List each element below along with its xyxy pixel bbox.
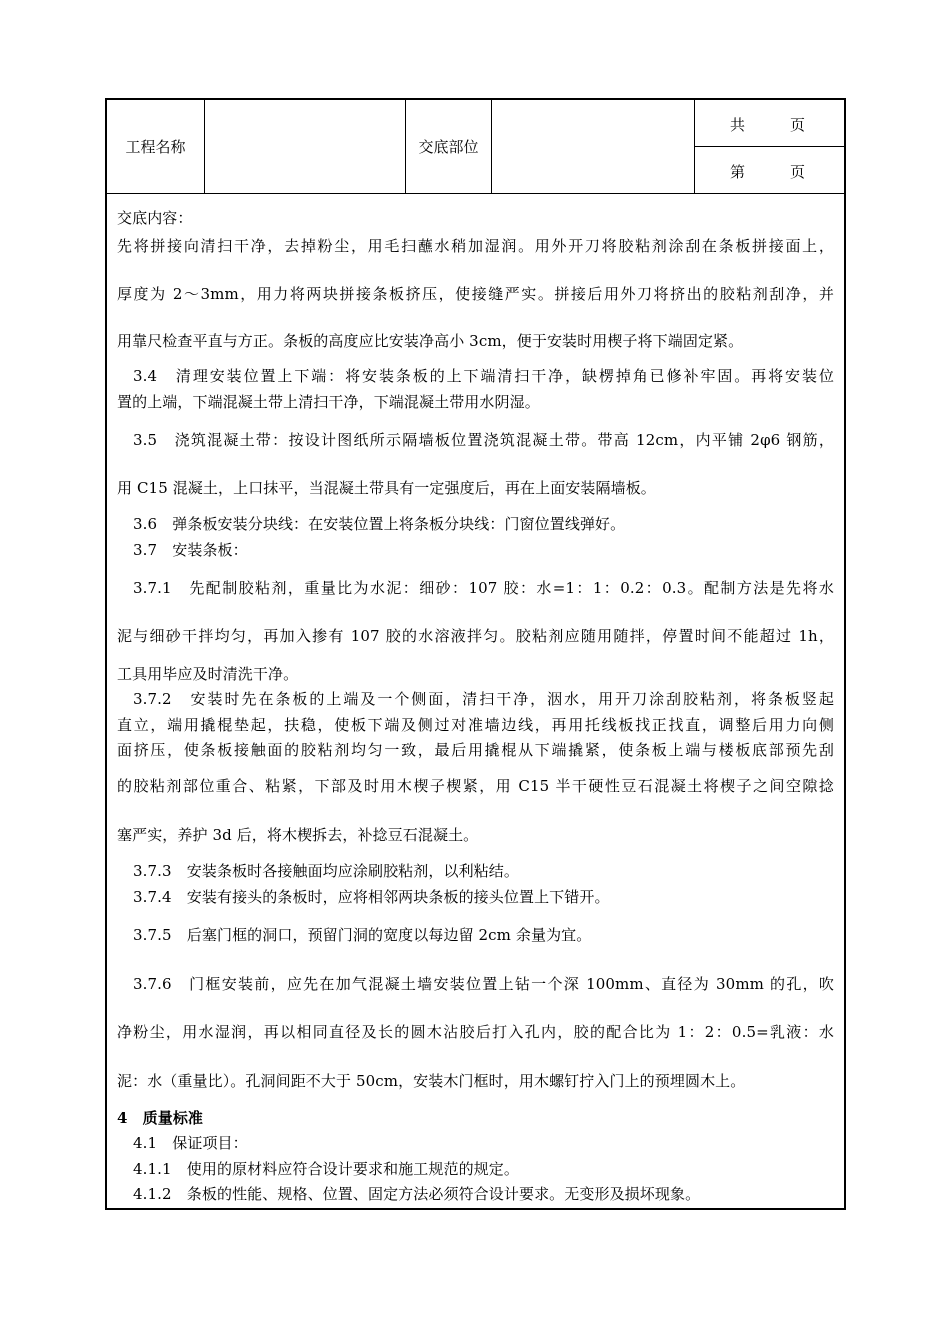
content-line: 的胶粘剂部位重合、粘紧，下部及时用木楔子楔紧，用 C15 半干硬性豆石混凝土将楔子之间空隙捻 — [117, 777, 834, 795]
content-line: 塞严实，养护 3d 后，将木楔拆去，补捻豆石混凝土。 — [117, 826, 479, 844]
content-line: 4.1 保证项目： — [133, 1134, 248, 1152]
handover-sheet — [105, 98, 846, 1210]
content-title: 交底内容： — [117, 209, 193, 227]
content-line: 工具用毕应及时清洗干净。 — [117, 665, 299, 683]
content-line: 泥：水（重量比）。孔洞间距不大于 50cm，安装木门框时，用木螺钉拧入门上的预埋圆木上。 — [117, 1072, 746, 1090]
total-pages: 共 页 — [730, 116, 806, 134]
project-name-value — [205, 100, 405, 193]
content-line: 先将拼接向清扫干净，去掉粉尘，用毛扫蘸水稍加湿润。用外开刀将胶粘剂涂刮在条板拼接面上， — [117, 237, 834, 255]
handover-part-value — [492, 100, 694, 193]
handover-part-label: 交底部位 — [418, 138, 479, 156]
content-line: 3.7.4 安装有接头的条板时，应将相邻两块条板的接头位置上下错开。 — [133, 888, 610, 906]
content-line: 3.7.5 后塞门框的洞口，预留门洞的宽度以每边留 2cm 余量为宜。 — [133, 926, 592, 944]
content-line: 4.1.1 使用的原材料应符合设计要求和施工规范的规定。 — [133, 1160, 519, 1178]
content-line: 3.7 安装条板： — [133, 541, 248, 559]
page-number: 第 页 — [730, 163, 806, 181]
content-line: 3.7.2 安装时先在条板的上端及一个侧面，清扫干净，洇水，用开刀涂刮胶粘剂，将条板竖起 — [133, 690, 834, 708]
content-line: 3.6 弹条板安装分块线：在安装位置上将条板分块线：门窗位置线弹好。 — [133, 515, 626, 533]
content-line: 3.5 浇筑混凝土带：按设计图纸所示隔墙板位置浇筑混凝土带。带高 12cm，内平铺 2φ6 钢筋， — [133, 431, 834, 449]
content-line: 3.4 清理安装位置上下端：将安装条板的上下端清扫干净，缺楞掉角已修补牢固。再将安装位 — [133, 367, 834, 385]
section-heading: 4 质量标准 — [117, 1109, 204, 1127]
content-line: 直立，端用撬棍垫起，扶稳，使板下端及侧过对准墙边线，再用托线板找正找直，调整后用力向侧 — [117, 716, 834, 734]
content-line: 厚度为 2～3mm，用力将两块拼接条板挤压，使接缝严实。拼接后用外刀将挤出的胶粘剂刮净，并 — [117, 285, 834, 303]
content-line: 3.7.3 安装条板时各接触面均应涂刷胶粘剂，以利粘结。 — [133, 862, 519, 880]
content-line: 4.1.2 条板的性能、规格、位置、固定方法必须符合设计要求。无变形及损坏现象。 — [133, 1185, 701, 1203]
content-line: 3.7.6 门框安装前，应先在加气混凝土墙安装位置上钻一个深 100mm、直径为 30mm 的孔，吹 — [133, 975, 834, 993]
content-line: 用 C15 混凝土，上口抹平，当混凝土带具有一定强度后，再在上面安装隔墙板。 — [117, 479, 656, 497]
content-line: 净粉尘，用水湿润，再以相同直径及长的圆木沾胶后打入孔内，胶的配合比为 1：2：0.5=乳液：水 — [117, 1023, 834, 1041]
header-table — [107, 100, 844, 194]
content-line: 面挤压，使条板接触面的胶粘剂均匀一致，最后用撬棍从下端撬紧，使条板上端与楼板底部预先刮 — [117, 741, 834, 759]
content-line: 用靠尺检查平直与方正。条板的高度应比安装净高小 3cm，便于安装时用楔子将下端固定紧。 — [117, 332, 744, 350]
project-name-label: 工程名称 — [125, 138, 186, 156]
content-line: 泥与细砂干拌均匀，再加入掺有 107 胶的水溶液拌匀。胶粘剂应随用随拌，停置时间不能超过 1h， — [117, 627, 834, 645]
content-line: 置的上端，下端混凝土带上清扫干净，下端混凝土带用水阴湿。 — [117, 393, 540, 411]
content-line: 3.7.1 先配制胶粘剂，重量比为水泥：细砂：107 胶：水=1：1：0.2：0.3。配制方法是先将水 — [133, 579, 834, 597]
